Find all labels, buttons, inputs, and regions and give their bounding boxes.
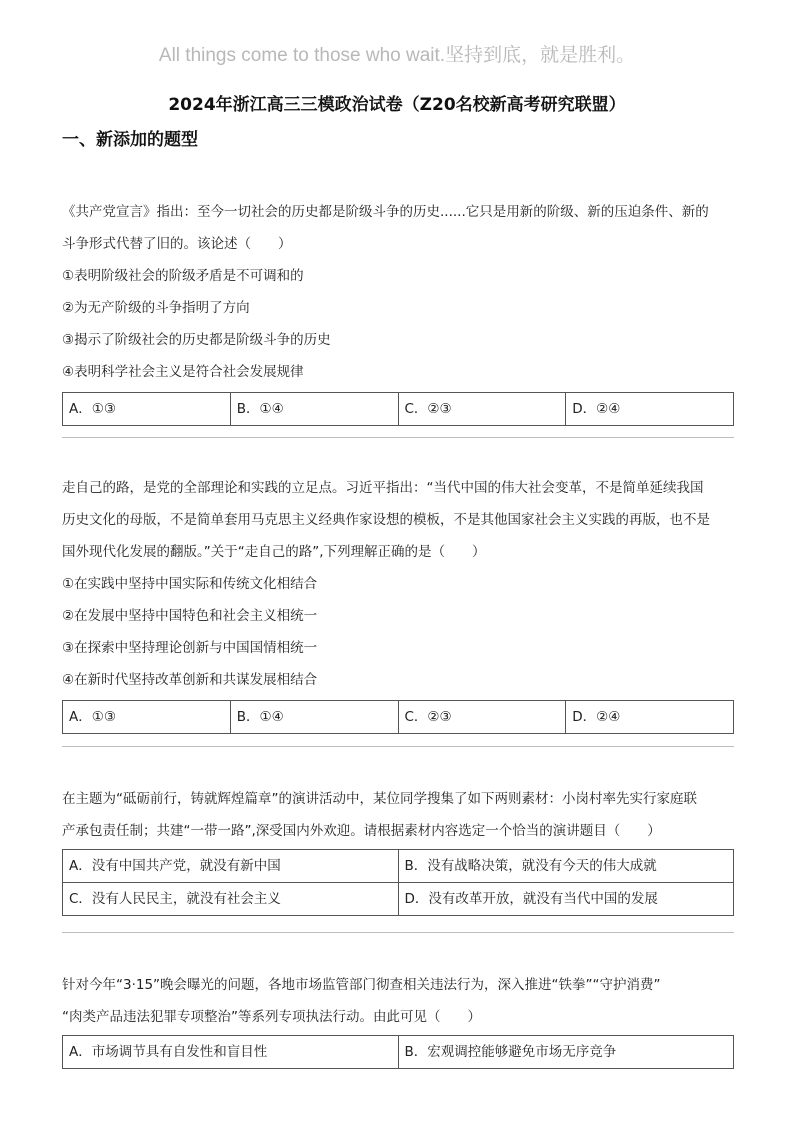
question-stem: 走自己的路，是党的全部理论和实践的立足点。习近平指出：“当代中国的伟大社会变革，不是简单延续我国 xyxy=(62,480,704,496)
question-4 xyxy=(62,969,734,1069)
question-item: ④表明科学社会主义是符合社会发展规律 xyxy=(62,364,304,380)
options-table xyxy=(62,849,734,916)
option-a[interactable]: A．市场调节具有自发性和盲目性 xyxy=(63,1036,399,1069)
page-title: 2024年浙江高三三模政治试卷（Z20名校新高考研究联盟） xyxy=(168,95,626,115)
option-b[interactable]: B．①④ xyxy=(230,701,398,734)
question-2 xyxy=(62,472,734,734)
section-title: 一、新添加的题型 xyxy=(62,130,198,150)
options-table xyxy=(62,700,734,734)
question-stem: 针对今年“3·15”晚会曝光的问题，各地市场监管部门彻查相关违法行为，深入推进“铁拳”“守护消费” xyxy=(62,977,661,993)
option-c[interactable]: C．②③ xyxy=(398,393,566,426)
option-b[interactable]: B．宏观调控能够避免市场无序竞争 xyxy=(398,1036,734,1069)
question-stem: “肉类产品违法犯罪专项整治”等系列专项执法行动。由此可见（ ） xyxy=(62,1009,481,1025)
question-item: ②在发展中坚持中国特色和社会主义相统一 xyxy=(62,608,318,624)
question-1 xyxy=(62,196,734,426)
divider xyxy=(62,746,734,747)
question-stem: 《共产党宣言》指出：至今一切社会的历史都是阶级斗争的历史......它只是用新的阶级、新的压迫条件、新的 xyxy=(62,204,709,220)
option-b[interactable]: B．①④ xyxy=(230,393,398,426)
question-item: ③揭示了阶级社会的历史都是阶级斗争的历史 xyxy=(62,332,331,348)
divider xyxy=(62,437,734,438)
option-d[interactable]: D．②④ xyxy=(566,701,734,734)
question-item: ④在新时代坚持改革创新和共谋发展相结合 xyxy=(62,672,318,688)
option-d[interactable]: D．没有改革开放，就没有当代中国的发展 xyxy=(398,883,734,916)
options-table xyxy=(62,392,734,426)
question-item: ②为无产阶级的斗争指明了方向 xyxy=(62,300,250,316)
question-stem: 斗争形式代替了旧的。该论述（ ） xyxy=(62,236,292,252)
option-c[interactable]: C．没有人民民主，就没有社会主义 xyxy=(63,883,399,916)
option-a[interactable]: A．①③ xyxy=(63,701,231,734)
question-item: ①在实践中坚持中国实际和传统文化相结合 xyxy=(62,576,318,592)
option-c[interactable]: C．②③ xyxy=(398,701,566,734)
question-item: ①表明阶级社会的阶级矛盾是不可调和的 xyxy=(62,268,304,284)
question-3 xyxy=(62,783,734,916)
option-d[interactable]: D．②④ xyxy=(566,393,734,426)
option-b[interactable]: B．没有战略决策，就没有今天的伟大成就 xyxy=(398,850,734,883)
question-stem: 在主题为“砥砺前行，铸就辉煌篇章”的演讲活动中，某位同学搜集了如下两则素材：小岗村率先实行家庭联 xyxy=(62,791,697,807)
watermark: All things come to those who wait.坚持到底，就是胜利。 xyxy=(158,45,636,66)
question-item: ③在探索中坚持理论创新与中国国情相统一 xyxy=(62,640,318,656)
options-table xyxy=(62,1035,734,1069)
divider xyxy=(62,932,734,933)
question-stem: 国外现代化发展的翻版。”关于“走自己的路”,下列理解正确的是（ ） xyxy=(62,544,486,560)
option-a[interactable]: A．没有中国共产党，就没有新中国 xyxy=(63,850,399,883)
question-stem: 历史文化的母版，不是简单套用马克思主义经典作家设想的模板，不是其他国家社会主义实践的再版，也不是 xyxy=(62,512,710,528)
question-stem: 产承包责任制；共建“一带一路”,深受国内外欢迎。请根据素材内容选定一个恰当的演讲题目（ ） xyxy=(62,823,661,839)
option-a[interactable]: A．①③ xyxy=(63,393,231,426)
